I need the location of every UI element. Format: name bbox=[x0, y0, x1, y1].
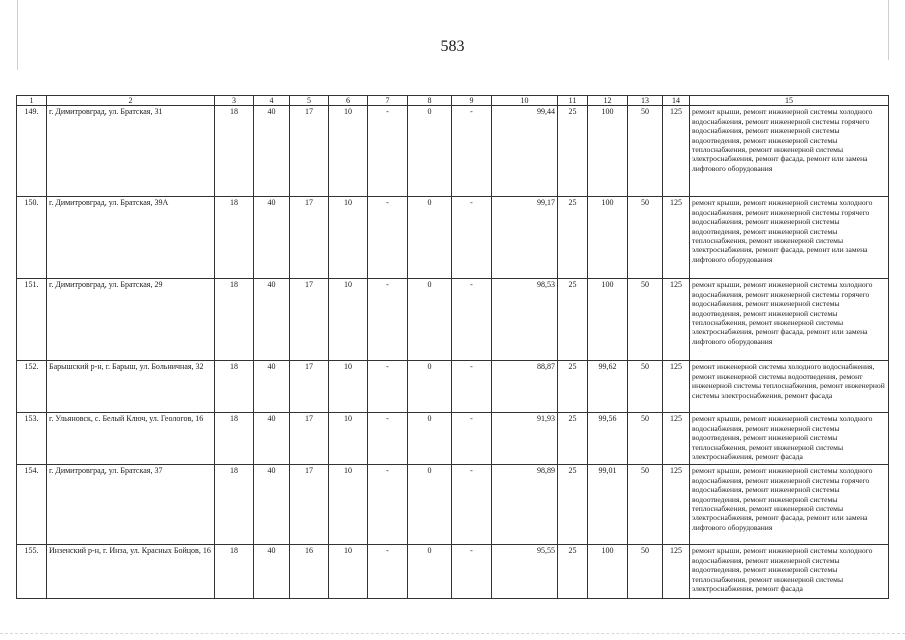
address-cell: г. Димитровград, ул. Братская, 31 bbox=[47, 106, 215, 197]
value-cell: - bbox=[368, 106, 408, 197]
value-cell: 18 bbox=[215, 413, 254, 465]
value-cell: 0 bbox=[408, 361, 452, 413]
value-cell: 18 bbox=[215, 106, 254, 197]
column-header: 10 bbox=[492, 96, 558, 106]
value-cell: 91,93 bbox=[492, 413, 558, 465]
works-cell: ремонт крыши, ремонт инженерной системы холодного водоснабжения, ремонт инженерной системы водоотведения, ремонт инженерной системы теплоснабжения, ремонт инженерной системы электроснабжения, ремонт фасада bbox=[690, 413, 889, 465]
value-cell: 100 bbox=[588, 106, 628, 197]
value-cell: 25 bbox=[558, 413, 588, 465]
repair-register-table bbox=[16, 95, 889, 599]
value-cell: 50 bbox=[628, 361, 663, 413]
value-cell: 40 bbox=[254, 361, 290, 413]
value-cell: 16 bbox=[290, 545, 329, 599]
value-cell: 40 bbox=[254, 413, 290, 465]
value-cell: 50 bbox=[628, 279, 663, 361]
works-cell: ремонт крыши, ремонт инженерной системы холодного водоснабжения, ремонт инженерной системы горячего водоснабжения, ремонт инженерной системы водоотведения, ремонт инженерной системы теплоснабжения, ремонт инженерной системы электроснабжения, ремонт фасада, ремонт или замена лифтового оборудования bbox=[690, 465, 889, 545]
value-cell: 0 bbox=[408, 465, 452, 545]
value-cell: 10 bbox=[329, 545, 368, 599]
value-cell: 10 bbox=[329, 106, 368, 197]
column-header: 1 bbox=[17, 96, 47, 106]
works-cell: ремонт крыши, ремонт инженерной системы холодного водоснабжения, ремонт инженерной системы горячего водоснабжения, ремонт инженерной системы водоотведения, ремонт инженерной системы теплоснабжения, ремонт инженерной системы электроснабжения, ремонт фасада, ремонт или замена лифтового оборудования bbox=[690, 197, 889, 279]
address-cell: г. Димитровград, ул. Братская, 39А bbox=[47, 197, 215, 279]
value-cell: 10 bbox=[329, 413, 368, 465]
table-row bbox=[17, 545, 889, 599]
row-number: 155. bbox=[17, 545, 47, 599]
column-number-row bbox=[17, 96, 889, 106]
value-cell: 50 bbox=[628, 106, 663, 197]
value-cell: - bbox=[452, 106, 492, 197]
value-cell: 40 bbox=[254, 465, 290, 545]
row-number: 150. bbox=[17, 197, 47, 279]
table-row bbox=[17, 361, 889, 413]
value-cell: - bbox=[452, 413, 492, 465]
row-number: 149. bbox=[17, 106, 47, 197]
value-cell: 50 bbox=[628, 545, 663, 599]
value-cell: 40 bbox=[254, 197, 290, 279]
value-cell: 125 bbox=[663, 106, 690, 197]
value-cell: 18 bbox=[215, 545, 254, 599]
column-header: 8 bbox=[408, 96, 452, 106]
works-cell: ремонт крыши, ремонт инженерной системы холодного водоснабжения, ремонт инженерной системы горячего водоснабжения, ремонт инженерной системы водоотведения, ремонт инженерной системы теплоснабжения, ремонт инженерной системы электроснабжения, ремонт фасада, ремонт или замена лифтового оборудования bbox=[690, 279, 889, 361]
table-row bbox=[17, 197, 889, 279]
value-cell: 40 bbox=[254, 545, 290, 599]
column-header: 15 bbox=[690, 96, 889, 106]
value-cell: 10 bbox=[329, 197, 368, 279]
value-cell: 125 bbox=[663, 545, 690, 599]
column-header: 7 bbox=[368, 96, 408, 106]
column-header: 3 bbox=[215, 96, 254, 106]
value-cell: 25 bbox=[558, 465, 588, 545]
value-cell: 18 bbox=[215, 279, 254, 361]
value-cell: - bbox=[452, 361, 492, 413]
value-cell: 125 bbox=[663, 197, 690, 279]
value-cell: 0 bbox=[408, 106, 452, 197]
value-cell: - bbox=[368, 361, 408, 413]
address-cell: Барышский р-н, г. Барыш, ул. Больничная, 32 bbox=[47, 361, 215, 413]
table-row bbox=[17, 279, 889, 361]
row-number: 152. bbox=[17, 361, 47, 413]
address-cell: г. Димитровград, ул. Братская, 29 bbox=[47, 279, 215, 361]
column-header: 9 bbox=[452, 96, 492, 106]
value-cell: - bbox=[368, 197, 408, 279]
table-row bbox=[17, 465, 889, 545]
value-cell: 17 bbox=[290, 465, 329, 545]
works-cell: ремонт крыши, ремонт инженерной системы холодного водоснабжения, ремонт инженерной системы водоотведения, ремонт инженерной системы теплоснабжения, ремонт инженерной системы электроснабжения, ремонт фасада bbox=[690, 545, 889, 599]
column-header: 4 bbox=[254, 96, 290, 106]
value-cell: 25 bbox=[558, 545, 588, 599]
column-header: 2 bbox=[47, 96, 215, 106]
value-cell: 0 bbox=[408, 279, 452, 361]
value-cell: 125 bbox=[663, 361, 690, 413]
value-cell: - bbox=[452, 545, 492, 599]
value-cell: 10 bbox=[329, 465, 368, 545]
value-cell: 99,01 bbox=[588, 465, 628, 545]
value-cell: 95,55 bbox=[492, 545, 558, 599]
column-header: 13 bbox=[628, 96, 663, 106]
scan-edge-left bbox=[17, 0, 18, 70]
value-cell: 25 bbox=[558, 279, 588, 361]
value-cell: 50 bbox=[628, 413, 663, 465]
value-cell: 99,17 bbox=[492, 197, 558, 279]
column-header: 14 bbox=[663, 96, 690, 106]
value-cell: 0 bbox=[408, 197, 452, 279]
value-cell: - bbox=[368, 465, 408, 545]
table-row bbox=[17, 413, 889, 465]
value-cell: 99,44 bbox=[492, 106, 558, 197]
value-cell: 18 bbox=[215, 361, 254, 413]
value-cell: 125 bbox=[663, 279, 690, 361]
value-cell: 50 bbox=[628, 197, 663, 279]
value-cell: - bbox=[368, 413, 408, 465]
value-cell: 0 bbox=[408, 413, 452, 465]
row-number: 151. bbox=[17, 279, 47, 361]
value-cell: 125 bbox=[663, 413, 690, 465]
row-number: 153. bbox=[17, 413, 47, 465]
value-cell: 100 bbox=[588, 545, 628, 599]
value-cell: - bbox=[368, 279, 408, 361]
value-cell: 125 bbox=[663, 465, 690, 545]
value-cell: 25 bbox=[558, 197, 588, 279]
value-cell: 100 bbox=[588, 279, 628, 361]
value-cell: 25 bbox=[558, 361, 588, 413]
value-cell: 99,56 bbox=[588, 413, 628, 465]
value-cell: - bbox=[368, 545, 408, 599]
column-header: 12 bbox=[588, 96, 628, 106]
value-cell: 98,53 bbox=[492, 279, 558, 361]
value-cell: 10 bbox=[329, 361, 368, 413]
value-cell: 17 bbox=[290, 361, 329, 413]
address-cell: Инзенский р-н, г. Инза, ул. Красных Бойцов, 16 bbox=[47, 545, 215, 599]
value-cell: 17 bbox=[290, 413, 329, 465]
value-cell: 17 bbox=[290, 106, 329, 197]
column-header: 11 bbox=[558, 96, 588, 106]
page-number: 583 bbox=[440, 38, 465, 55]
value-cell: 10 bbox=[329, 279, 368, 361]
value-cell: 88,87 bbox=[492, 361, 558, 413]
works-cell: ремонт инженерной системы холодного водоснабжения, ремонт инженерной системы водоотведения, ремонт инженерной системы теплоснабжения, ремонт инженерной системы электроснабжения, ремонт фасада bbox=[690, 361, 889, 413]
value-cell: 17 bbox=[290, 197, 329, 279]
value-cell: 100 bbox=[588, 197, 628, 279]
value-cell: - bbox=[452, 197, 492, 279]
value-cell: 99,62 bbox=[588, 361, 628, 413]
value-cell: 40 bbox=[254, 106, 290, 197]
value-cell: - bbox=[452, 465, 492, 545]
value-cell: 18 bbox=[215, 465, 254, 545]
value-cell: 25 bbox=[558, 106, 588, 197]
table-row bbox=[17, 106, 889, 197]
column-header: 6 bbox=[329, 96, 368, 106]
value-cell: 17 bbox=[290, 279, 329, 361]
address-cell: г. Димитровград, ул. Братская, 37 bbox=[47, 465, 215, 545]
works-cell: ремонт крыши, ремонт инженерной системы холодного водоснабжения, ремонт инженерной системы горячего водоснабжения, ремонт инженерной системы водоотведения, ремонт инженерной системы теплоснабжения, ремонт инженерной системы электроснабжения, ремонт фасада, ремонт или замена лифтового оборудования bbox=[690, 106, 889, 197]
scan-edge-bottom bbox=[0, 633, 905, 634]
row-number: 154. bbox=[17, 465, 47, 545]
value-cell: - bbox=[452, 279, 492, 361]
column-header: 5 bbox=[290, 96, 329, 106]
value-cell: 0 bbox=[408, 545, 452, 599]
value-cell: 40 bbox=[254, 279, 290, 361]
value-cell: 50 bbox=[628, 465, 663, 545]
address-cell: г. Ульяновск, с. Белый Ключ, ул. Геологов, 16 bbox=[47, 413, 215, 465]
value-cell: 18 bbox=[215, 197, 254, 279]
value-cell: 98,89 bbox=[492, 465, 558, 545]
